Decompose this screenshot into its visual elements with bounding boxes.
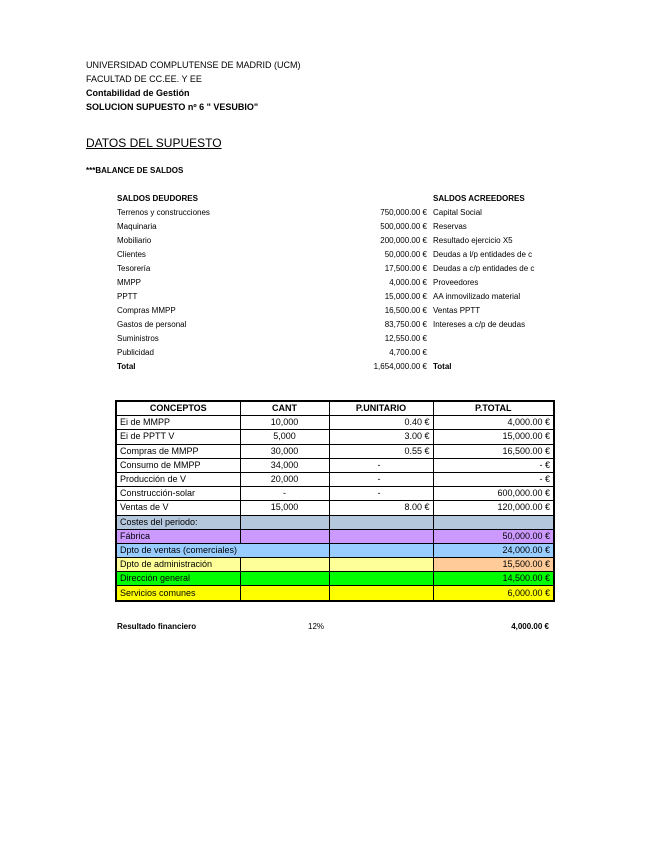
cost-row-servicios [116,586,554,601]
balance-credit: Proveedores [433,278,479,287]
cant-cell: 10,000 [240,416,329,430]
cost-row-ventas [116,543,554,557]
balance-label: Clientes [117,250,146,259]
table-row [116,458,554,472]
balance-label: Compras MMPP [117,306,176,315]
concept-cell: Producción de V [116,472,240,486]
table-header-row [116,401,554,416]
total-cell: 16,500.00 € [433,444,554,458]
balance-value: 50,000.00 € [384,250,427,259]
empty-cell [240,586,329,601]
empty-cell [329,558,433,572]
cost-total: 50,000.00 € [433,529,554,543]
header-university: UNIVERSIDAD COMPLUTENSE DE MADRID (UCM) [86,60,301,70]
col-header-unit-price: P.UNITARIO [329,401,433,416]
cant-cell: 5,000 [240,430,329,444]
table-row [116,487,554,501]
balance-value: 200,000.00 € [380,236,427,245]
empty-cell [329,515,433,529]
balance-value: 750,000.00 € [380,208,427,217]
unit-cell: - [329,472,433,486]
cost-row-fabrica [116,529,554,543]
total-cell: - € [433,472,554,486]
concepts-table [115,400,555,602]
total-cell: 15,000.00 € [433,430,554,444]
balance-value: 83,750.00 € [384,320,427,329]
balance-label: Mobiliario [117,236,152,245]
balance-credit: Reservas [433,222,467,231]
empty-cell [329,586,433,601]
unit-cell: 0.55 € [329,444,433,458]
cost-total: 6,000.00 € [433,586,554,601]
unit-cell: 3.00 € [329,430,433,444]
balance-label: Publicidad [117,348,154,357]
balance-credit: Ventas PPTT [433,306,481,315]
balance-credit: Resultado ejercicio X5 [433,236,513,245]
cost-total: 14,500.00 € [433,572,554,586]
empty-cell [329,572,433,586]
concept-cell: Ei de MMPP [116,416,240,430]
header-subject: Contabilidad de Gestión [86,88,190,98]
empty-cell [329,529,433,543]
costs-header-label: Costes del periodo: [116,515,240,529]
empty-cell [240,515,329,529]
empty-cell [240,558,329,572]
debit-header: SALDOS DEUDORES [117,194,198,203]
balance-label: Maquinaria [117,222,157,231]
unit-cell: - [329,458,433,472]
cost-total: 24,000.00 € [433,543,554,557]
balance-total-label: Total [117,362,136,371]
cant-cell: 15,000 [240,501,329,515]
total-cell: 4,000.00 € [433,416,554,430]
cost-total: 15,500.00 € [433,558,554,572]
empty-cell [433,515,554,529]
cost-concept: Dpto de ventas (comerciales) [116,543,329,557]
cost-row-administracion [116,558,554,572]
financial-result-label: Resultado financiero [117,622,197,631]
credit-header: SALDOS ACREEDORES [433,194,525,203]
empty-cell [329,543,433,557]
total-cell: 600,000.00 € [433,487,554,501]
balance-label: Gastos de personal [117,320,187,329]
balance-credit: AA inmovilizado material [433,292,521,301]
balance-label: Suministros [117,334,159,343]
balance-total-credit: Total [433,362,452,371]
concept-cell: Compras de MMPP [116,444,240,458]
cant-cell: 34,000 [240,458,329,472]
balance-value: 500,000.00 € [380,222,427,231]
financial-result-value: 4,000.00 € [511,622,549,631]
cost-concept: Fábrica [116,529,240,543]
cost-concept: Dirección general [116,572,240,586]
concept-cell: Construcción-solar [116,487,240,501]
cost-concept: Dpto de administración [116,558,240,572]
unit-cell: 8.00 € [329,501,433,515]
header-solution: SOLUCION SUPUESTO nº 6 " VESUBIO" [86,102,259,112]
balance-label: MMPP [117,278,141,287]
balance-value: 4,000.00 € [389,278,427,287]
header-faculty: FACULTAD DE CC.EE. Y EE [86,74,202,84]
col-header-total-price: P.TOTAL [433,401,554,416]
concept-cell: Ei de PPTT V [116,430,240,444]
cost-concept: Servicios comunes [116,586,240,601]
balance-total-value: 1,654,000.00 € [373,362,427,371]
total-cell: - € [433,458,554,472]
balance-label: Tesorería [117,264,151,273]
table-row [116,430,554,444]
balance-credit: Intereses a c/p de deudas [433,320,526,329]
concept-cell: Ventas de V [116,501,240,515]
balance-label: PPTT [117,292,138,301]
financial-result-pct: 12% [308,622,325,631]
col-header-cant: CANT [240,401,329,416]
balance-credit: Deudas a l/p entidades de c [433,250,533,259]
balance-credit: Deudas a c/p entidades de c [433,264,535,273]
balance-value: 15,000.00 € [384,292,427,301]
col-header-concepts: CONCEPTOS [116,401,240,416]
table-row [116,472,554,486]
section-title: DATOS DEL SUPUESTO [86,136,222,150]
table-row [116,501,554,515]
cant-cell: 30,000 [240,444,329,458]
concept-cell: Consumo de MMPP [116,458,240,472]
unit-cell: 0.40 € [329,416,433,430]
balance-value: 17,500.00 € [384,264,427,273]
total-cell: 120,000.00 € [433,501,554,515]
table-row [116,416,554,430]
cant-cell: - [240,487,329,501]
balance-label: Terrenos y construcciones [117,208,210,217]
balance-value: 4,700.00 € [389,348,427,357]
balance-value: 16,500.00 € [384,306,427,315]
balance-value: 12,550.00 € [384,334,427,343]
cost-row-direccion [116,572,554,586]
balance-credit: Capital Social [433,208,482,217]
unit-cell: - [329,487,433,501]
costs-header-row [116,515,554,529]
balance-title: ***BALANCE DE SALDOS [86,166,184,175]
empty-cell [240,529,329,543]
cant-cell: 20,000 [240,472,329,486]
table-row [116,444,554,458]
empty-cell [240,572,329,586]
